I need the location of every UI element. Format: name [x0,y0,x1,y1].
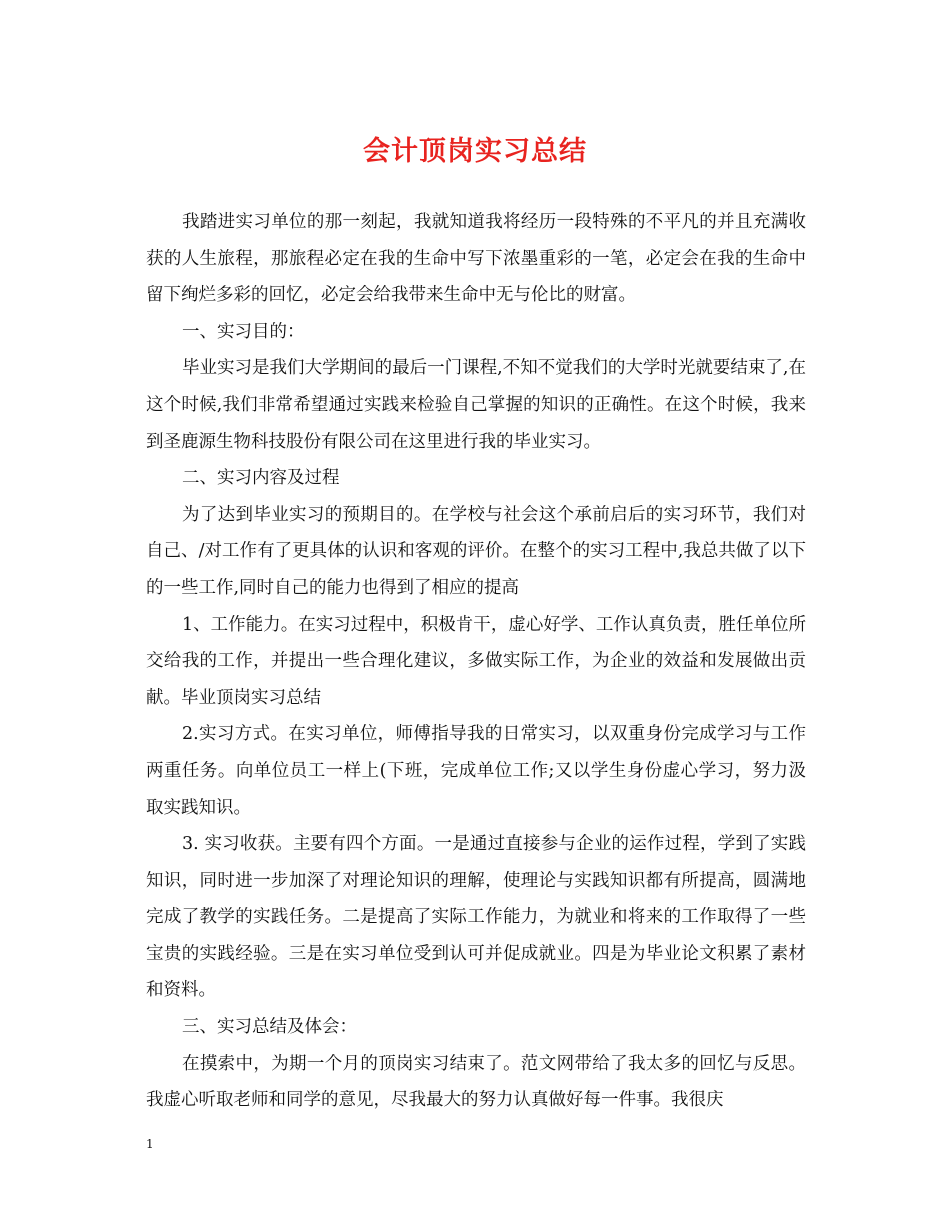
section-heading-content: 二、实习内容及过程 [182,468,340,489]
paragraph-content: 为了达到毕业实习的预期目的。在学校与社会这个承前启后的实习环节，我们对自己、/对工作有了更具体的认识和客观的评价。在整个的实习工程中,我总共做了以下的一些工作,同时自己的能力也得到了相应的提高 [146,504,806,598]
paragraph-purpose: 毕业实习是我们大学期间的最后一门课程,不知不觉我们的大学时光就要结束了,在这个时候,我们非常希望通过实践来检验自己掌握的知识的正确性。在这个时候，我来到圣鹿源生物科技股份有限公司在这里进行我的毕业实习。 [146,358,806,452]
paragraph-method: 2.实习方式。在实习单位，师傅指导我的日常实习，以双重身份完成学习与工作两重任务。向单位员工一样上(下班，完成单位工作;又以学生身份虚心学习，努力汲取实践知识。 [146,724,806,818]
document-title: 会计顶岗实习总结 [363,136,587,167]
paragraph-ability: 1、工作能力。在实习过程中，积极肯干，虚心好学、工作认真负责，胜任单位所交给我的工作，并提出一些合理化建议，多做实际工作，为企业的效益和发展做出贡献。毕业顶岗实习总结 [146,614,806,708]
paragraph-summary: 在摸索中，为期一个月的顶岗实习结束了。范文网带给了我太多的回忆与反思。我虚心听取老师和同学的意见，尽我最大的努力认真做好每一件事。我很庆 [146,1053,806,1111]
document-body [146,204,806,1119]
paragraph-intro: 我踏进实习单位的那一刻起，我就知道我将经历一段特殊的不平凡的并且充满收获的人生旅程，那旅程必定在我的生命中写下浓墨重彩的一笔，必定会在我的生命中留下绚烂多彩的回忆，必定会给我带来生命中无与伦比的财富。 [146,212,806,306]
section-heading-purpose: 一、实习目的： [182,321,305,342]
section-heading-summary: 三、实习总结及体会： [182,1017,357,1038]
page-number: 1 [146,1137,154,1151]
paragraph-gains: 3. 实习收获。主要有四个方面。一是通过直接参与企业的运作过程，学到了实践知识，同时进一步加深了对理论知识的理解，使理论与实践知识都有所提高，圆满地完成了教学的实践任务。二是提高了实际工作能力，为就业和将来的工作取得了一些宝贵的实践经验。三是在实习单位受到认可并促成就业。四是为毕业论文积累了素材和资料。 [146,834,806,1001]
